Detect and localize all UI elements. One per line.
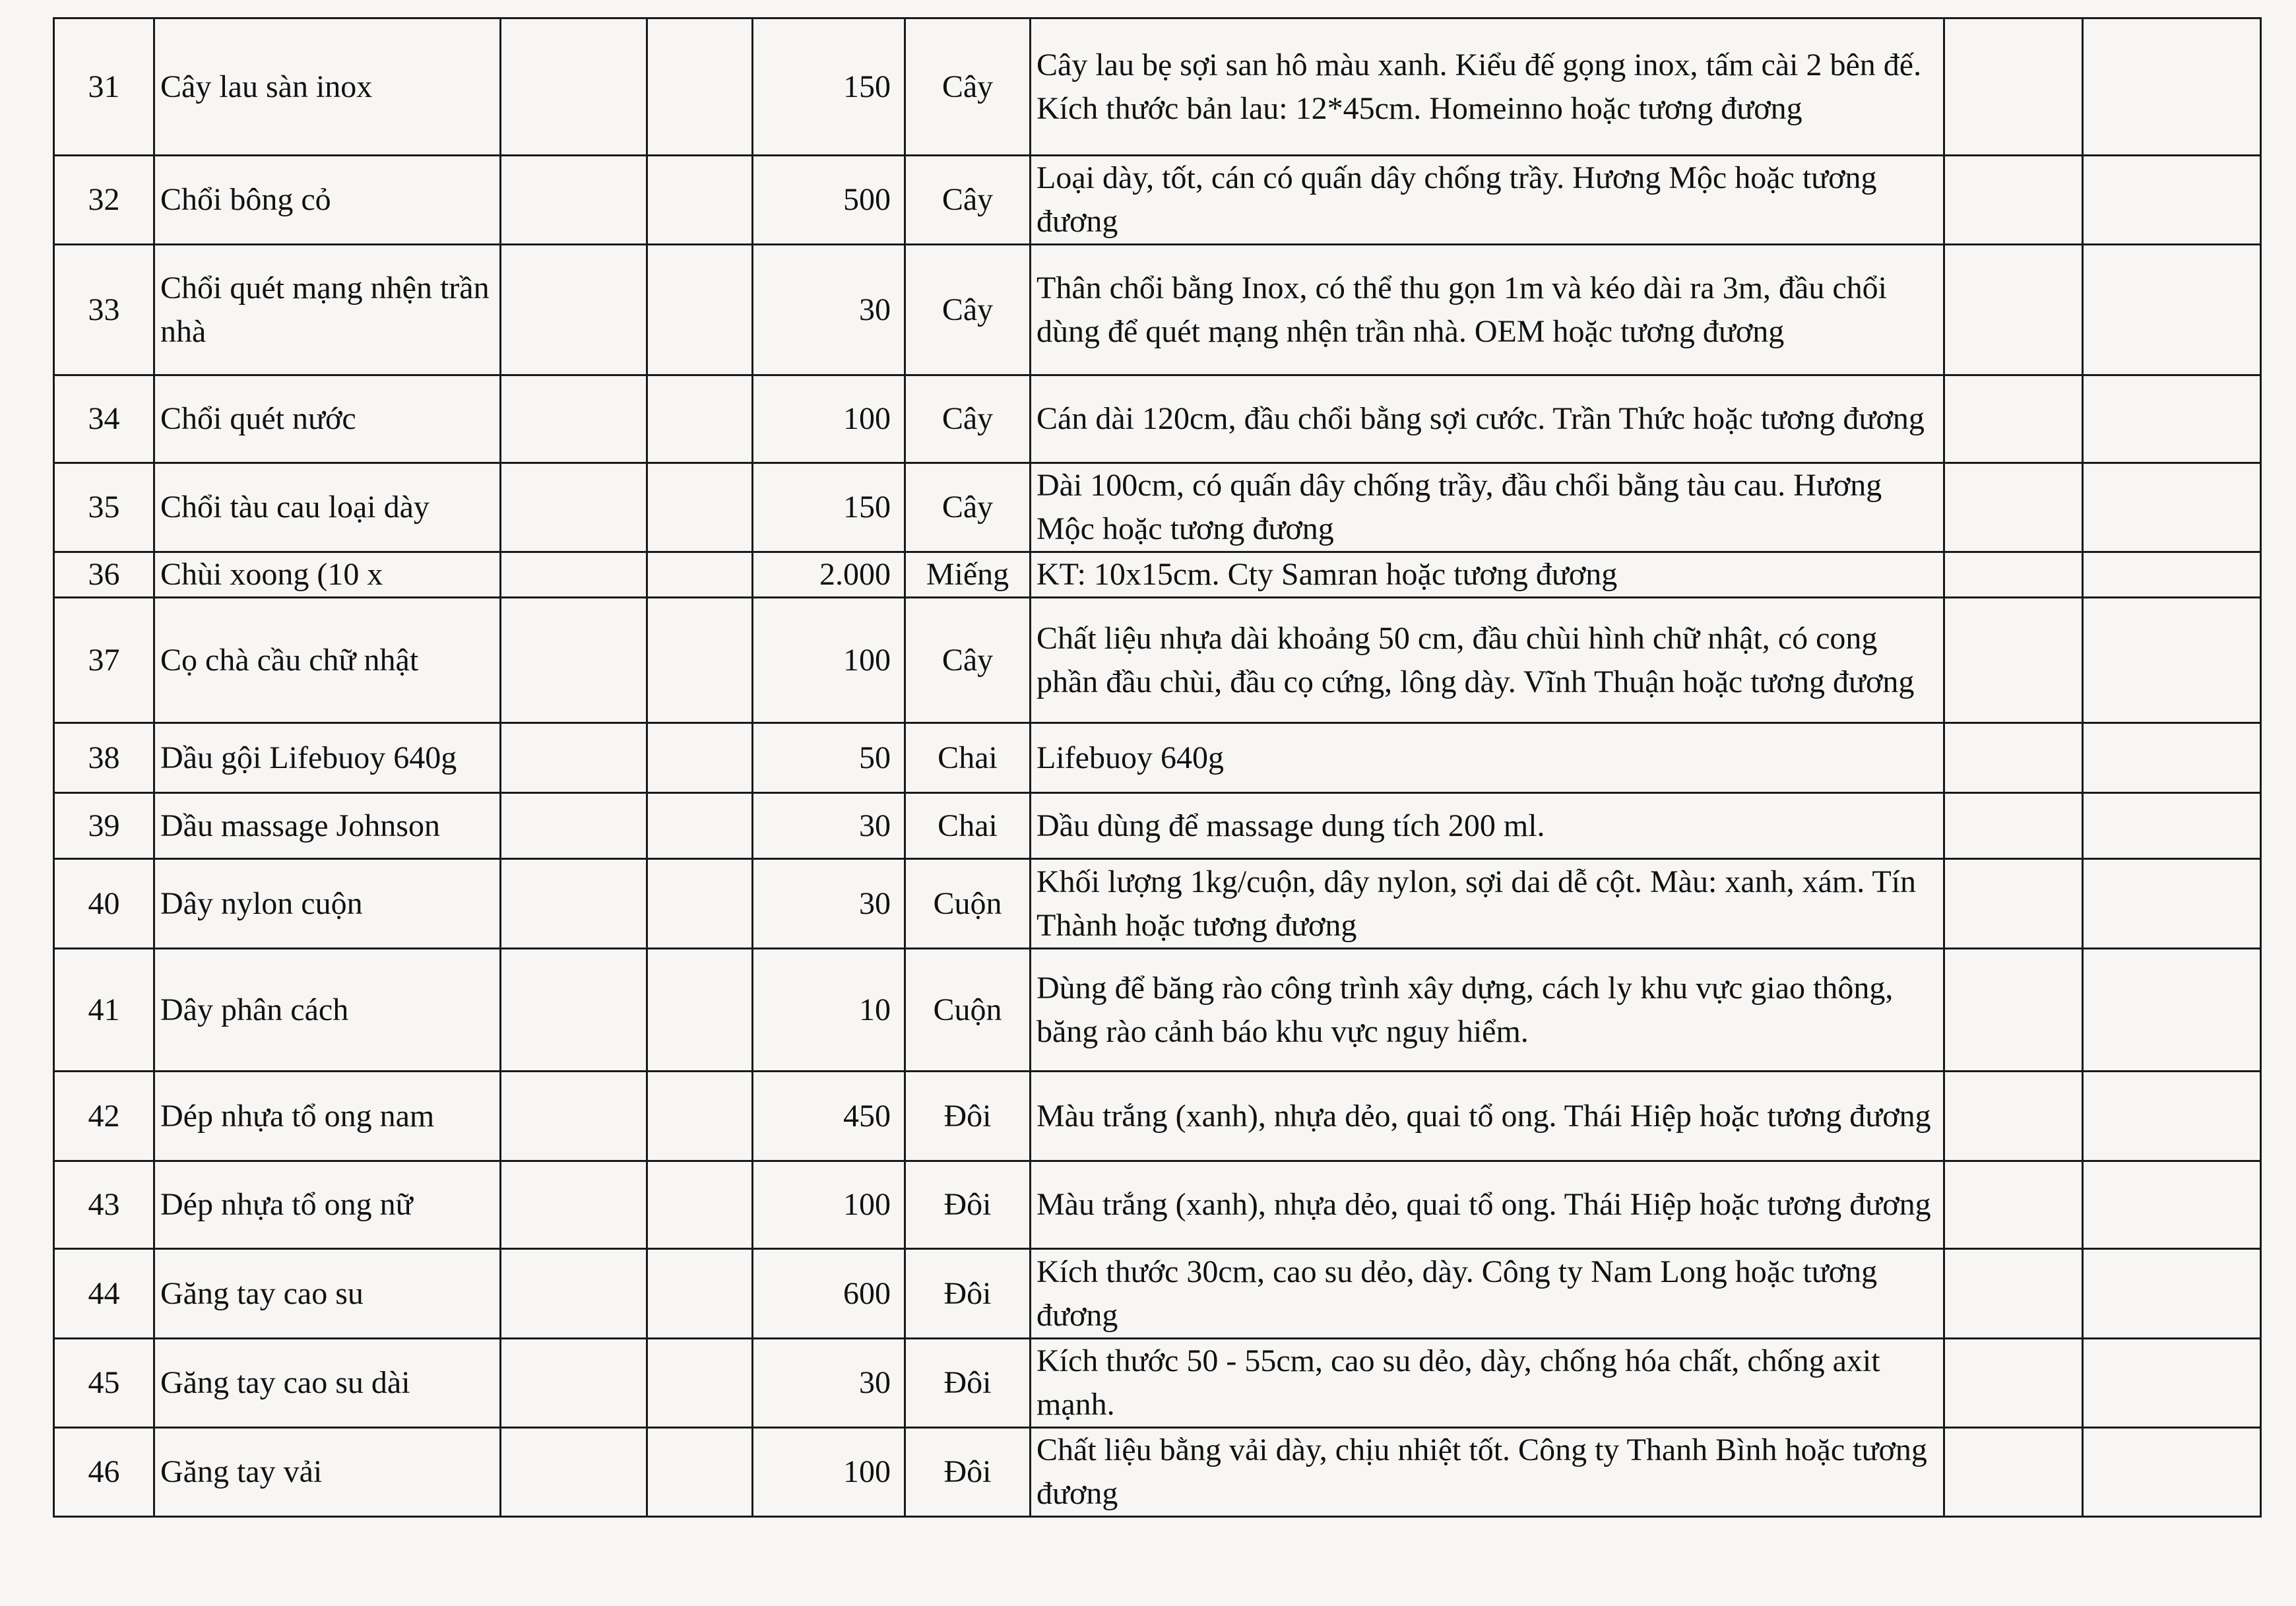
table-row [54, 1072, 2261, 1161]
empty-cell [501, 598, 647, 723]
item-quantity: 30 [753, 245, 905, 375]
item-quantity: 30 [753, 859, 905, 949]
empty-cell [647, 156, 753, 245]
item-unit: Đôi [905, 1428, 1031, 1517]
item-unit: Cây [905, 375, 1031, 463]
item-name: Cọ chà cầu chữ nhật [154, 598, 501, 723]
empty-cell [501, 552, 647, 598]
table-body [54, 18, 2261, 1517]
empty-cell [647, 552, 753, 598]
item-name: Găng tay cao su [154, 1249, 501, 1339]
table-row [54, 793, 2261, 859]
empty-cell [2083, 859, 2261, 949]
item-quantity: 100 [753, 598, 905, 723]
row-number: 35 [54, 463, 154, 552]
table-row [54, 1249, 2261, 1339]
item-name: Chổi tàu cau loại dày [154, 463, 501, 552]
empty-cell [2083, 552, 2261, 598]
item-name: Dầu massage Johnson [154, 793, 501, 859]
item-quantity: 30 [753, 1339, 905, 1428]
empty-cell [1944, 463, 2083, 552]
empty-cell [1944, 1072, 2083, 1161]
empty-cell [2083, 1428, 2261, 1517]
empty-cell [501, 859, 647, 949]
row-number: 42 [54, 1072, 154, 1161]
table-row [54, 723, 2261, 793]
empty-cell [1944, 723, 2083, 793]
item-unit: Cây [905, 598, 1031, 723]
table-row [54, 245, 2261, 375]
empty-cell [647, 859, 753, 949]
table-row [54, 375, 2261, 463]
empty-cell [647, 1072, 753, 1161]
item-unit: Đôi [905, 1161, 1031, 1249]
item-description: Dùng để băng rào công trình xây dựng, cách ly khu vực giao thông, băng rào cảnh báo khu vực nguy hiểm. [1031, 949, 1944, 1072]
empty-cell [2083, 723, 2261, 793]
row-number: 43 [54, 1161, 154, 1249]
row-number: 44 [54, 1249, 154, 1339]
empty-cell [501, 723, 647, 793]
item-quantity: 150 [753, 463, 905, 552]
empty-cell [647, 598, 753, 723]
empty-cell [647, 245, 753, 375]
item-unit: Cây [905, 463, 1031, 552]
empty-cell [1944, 859, 2083, 949]
empty-cell [1944, 598, 2083, 723]
item-quantity: 10 [753, 949, 905, 1072]
item-description: Cán dài 120cm, đầu chổi bằng sợi cước. Trần Thức hoặc tương đương [1031, 375, 1944, 463]
empty-cell [1944, 949, 2083, 1072]
empty-cell [501, 1072, 647, 1161]
empty-cell [1944, 793, 2083, 859]
row-number: 34 [54, 375, 154, 463]
empty-cell [1944, 1428, 2083, 1517]
item-table [53, 17, 2262, 1518]
empty-cell [2083, 463, 2261, 552]
item-description: KT: 10x15cm. Cty Samran hoặc tương đương [1031, 552, 1944, 598]
empty-cell [501, 375, 647, 463]
item-description: Dầu dùng để massage dung tích 200 ml. [1031, 793, 1944, 859]
empty-cell [2083, 1072, 2261, 1161]
item-quantity: 2.000 [753, 552, 905, 598]
table-row [54, 1161, 2261, 1249]
empty-cell [1944, 156, 2083, 245]
item-name: Dép nhựa tổ ong nam [154, 1072, 501, 1161]
item-name: Găng tay cao su dài [154, 1339, 501, 1428]
empty-cell [1944, 1249, 2083, 1339]
table-row [54, 598, 2261, 723]
item-unit: Đôi [905, 1249, 1031, 1339]
empty-cell [647, 793, 753, 859]
empty-cell [2083, 156, 2261, 245]
table-row [54, 18, 2261, 156]
empty-cell [2083, 1339, 2261, 1428]
item-quantity: 150 [753, 18, 905, 156]
empty-cell [501, 156, 647, 245]
item-unit: Miếng [905, 552, 1031, 598]
empty-cell [501, 463, 647, 552]
empty-cell [1944, 1161, 2083, 1249]
item-quantity: 100 [753, 1161, 905, 1249]
item-description: Cây lau bẹ sợi san hô màu xanh. Kiểu đế gọng inox, tấm cài 2 bên đế. Kích thước bản lau: 12*45cm. Homeinno hoặc tương đương [1031, 18, 1944, 156]
empty-cell [1944, 552, 2083, 598]
table-row [54, 552, 2261, 598]
item-description: Lifebuoy 640g [1031, 723, 1944, 793]
item-unit: Cuộn [905, 949, 1031, 1072]
row-number: 45 [54, 1339, 154, 1428]
row-number: 38 [54, 723, 154, 793]
item-quantity: 500 [753, 156, 905, 245]
item-name: Chổi quét nước [154, 375, 501, 463]
empty-cell [2083, 1161, 2261, 1249]
item-unit: Cây [905, 245, 1031, 375]
item-quantity: 100 [753, 375, 905, 463]
item-description: Khối lượng 1kg/cuộn, dây nylon, sợi dai dễ cột. Màu: xanh, xám. Tín Thành hoặc tương đương [1031, 859, 1944, 949]
empty-cell [1944, 18, 2083, 156]
empty-cell [501, 949, 647, 1072]
empty-cell [501, 1428, 647, 1517]
empty-cell [647, 949, 753, 1072]
empty-cell [647, 1428, 753, 1517]
empty-cell [647, 375, 753, 463]
empty-cell [1944, 375, 2083, 463]
item-unit: Chai [905, 793, 1031, 859]
row-number: 33 [54, 245, 154, 375]
empty-cell [647, 463, 753, 552]
item-description: Kích thước 50 - 55cm, cao su dẻo, dày, chống hóa chất, chống axit mạnh. [1031, 1339, 1944, 1428]
empty-cell [647, 723, 753, 793]
item-name: Dầu gội Lifebuoy 640g [154, 723, 501, 793]
empty-cell [501, 18, 647, 156]
empty-cell [2083, 18, 2261, 156]
row-number: 37 [54, 598, 154, 723]
item-description: Chất liệu bằng vải dày, chịu nhiệt tốt. Công ty Thanh Bình hoặc tương đương [1031, 1428, 1944, 1517]
empty-cell [647, 1249, 753, 1339]
item-description: Kích thước 30cm, cao su dẻo, dày. Công ty Nam Long hoặc tương đương [1031, 1249, 1944, 1339]
empty-cell [1944, 1339, 2083, 1428]
table-row [54, 1339, 2261, 1428]
item-description: Thân chổi bằng Inox, có thể thu gọn 1m và kéo dài ra 3m, đầu chổi dùng để quét mạng nhện trần nhà. OEM hoặc tương đương [1031, 245, 1944, 375]
table-row [54, 859, 2261, 949]
item-quantity: 450 [753, 1072, 905, 1161]
item-name: Dây nylon cuộn [154, 859, 501, 949]
empty-cell [2083, 598, 2261, 723]
item-unit: Cây [905, 156, 1031, 245]
item-name: Chùi xoong (10 x [154, 552, 501, 598]
empty-cell [647, 18, 753, 156]
empty-cell [501, 793, 647, 859]
empty-cell [1944, 245, 2083, 375]
item-unit: Chai [905, 723, 1031, 793]
item-quantity: 100 [753, 1428, 905, 1517]
item-quantity: 600 [753, 1249, 905, 1339]
empty-cell [647, 1161, 753, 1249]
item-name: Găng tay vải [154, 1428, 501, 1517]
item-name: Chổi bông cỏ [154, 156, 501, 245]
row-number: 31 [54, 18, 154, 156]
item-description: Màu trắng (xanh), nhựa dẻo, quai tổ ong. Thái Hiệp hoặc tương đương [1031, 1161, 1944, 1249]
item-description: Loại dày, tốt, cán có quấn dây chống trầy. Hương Mộc hoặc tương đương [1031, 156, 1944, 245]
item-description: Dài 100cm, có quấn dây chống trầy, đầu chổi bằng tàu cau. Hương Mộc hoặc tương đương [1031, 463, 1944, 552]
row-number: 32 [54, 156, 154, 245]
empty-cell [501, 245, 647, 375]
item-quantity: 30 [753, 793, 905, 859]
item-description: Màu trắng (xanh), nhựa dẻo, quai tổ ong. Thái Hiệp hoặc tương đương [1031, 1072, 1944, 1161]
table-row [54, 463, 2261, 552]
empty-cell [647, 1339, 753, 1428]
row-number: 41 [54, 949, 154, 1072]
table-row [54, 1428, 2261, 1517]
item-description: Chất liệu nhựa dài khoảng 50 cm, đầu chùi hình chữ nhật, có cong phần đầu chùi, đầu cọ cứng, lông dày. Vĩnh Thuận hoặc tương đương [1031, 598, 1944, 723]
empty-cell [2083, 245, 2261, 375]
row-number: 46 [54, 1428, 154, 1517]
empty-cell [501, 1339, 647, 1428]
item-name: Chổi quét mạng nhện trần nhà [154, 245, 501, 375]
table-row [54, 156, 2261, 245]
empty-cell [2083, 1249, 2261, 1339]
item-name: Cây lau sàn inox [154, 18, 501, 156]
empty-cell [501, 1249, 647, 1339]
item-unit: Cây [905, 18, 1031, 156]
item-name: Dây phân cách [154, 949, 501, 1072]
row-number: 36 [54, 552, 154, 598]
item-unit: Cuộn [905, 859, 1031, 949]
item-name: Dép nhựa tổ ong nữ [154, 1161, 501, 1249]
empty-cell [501, 1161, 647, 1249]
item-unit: Đôi [905, 1339, 1031, 1428]
row-number: 39 [54, 793, 154, 859]
item-quantity: 50 [753, 723, 905, 793]
row-number: 40 [54, 859, 154, 949]
empty-cell [2083, 949, 2261, 1072]
empty-cell [2083, 793, 2261, 859]
item-unit: Đôi [905, 1072, 1031, 1161]
table-row [54, 949, 2261, 1072]
empty-cell [2083, 375, 2261, 463]
